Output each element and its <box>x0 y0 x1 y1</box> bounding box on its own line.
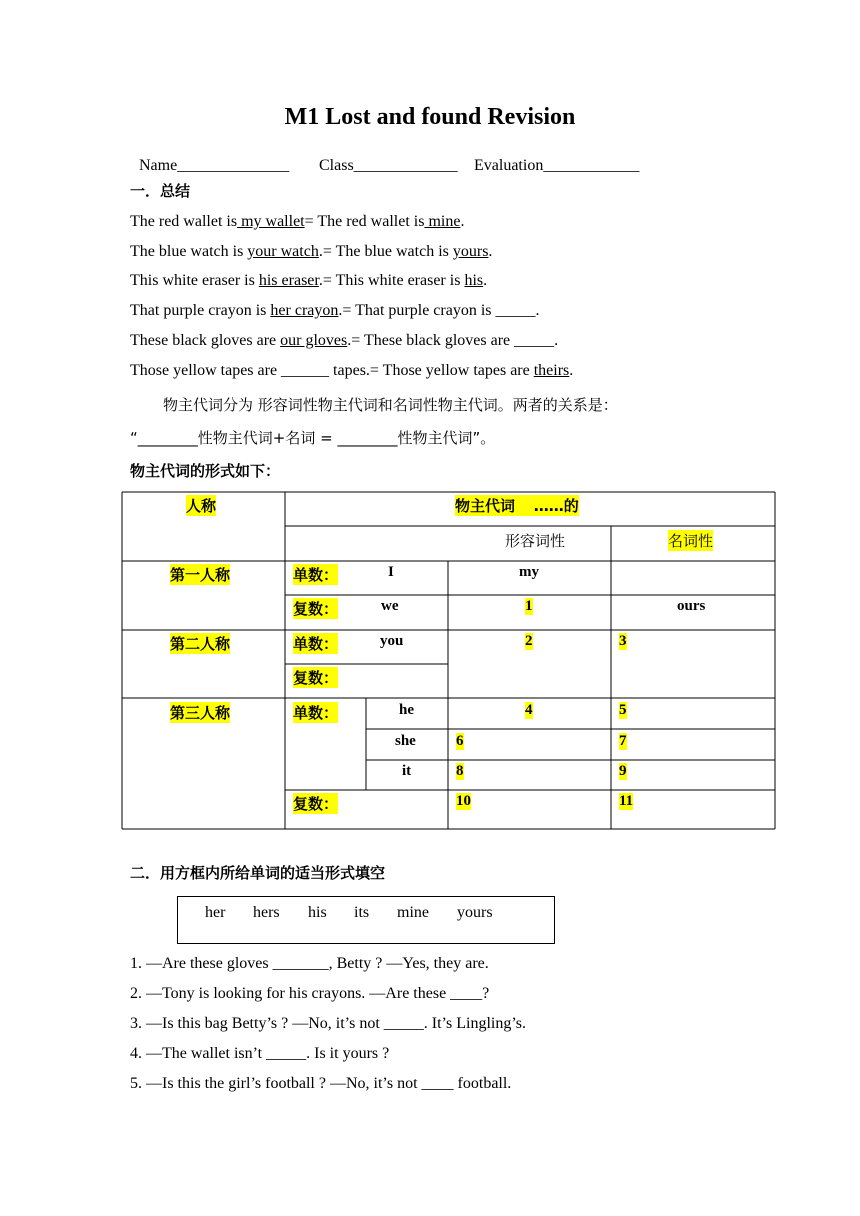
exercise-item-3: 3. —Is this bag Betty’s ? —No, it’s not _____. It’s Lingling’s. <box>130 1015 526 1032</box>
header-possessive: 物主代词 ……的 <box>455 497 579 515</box>
pronoun-he: he <box>399 702 414 718</box>
second-person-label: 第二人称 <box>170 635 231 653</box>
section1-heading: 一．总结 <box>130 182 191 200</box>
exercise-item-4: 4. —The wallet isn’t _____. Is it yours ? <box>130 1045 390 1062</box>
table-caption: 物主代词的形式如下： <box>130 462 281 480</box>
blank-8: 8 <box>456 763 464 779</box>
pronoun-you: you <box>380 633 404 649</box>
pronoun-we: we <box>381 598 399 614</box>
exercise-item-2: 2. —Tony is looking for his crayons. —Are these ____? <box>130 985 490 1002</box>
word-hers: hers <box>253 904 280 921</box>
blank-6: 6 <box>456 733 464 749</box>
class-field: Class_____________ <box>319 157 458 174</box>
blank-10: 10 <box>456 793 471 809</box>
blank-9: 9 <box>619 763 627 779</box>
page-title: M1 Lost and found Revision <box>284 104 576 130</box>
word-mine: mine <box>397 904 429 921</box>
third-plural-label: 复数： <box>293 795 339 813</box>
pronoun-she: she <box>395 733 416 749</box>
section2-heading: 二．用方框内所给单词的适当形式填空 <box>130 864 386 882</box>
first-plural-label: 复数： <box>293 600 339 618</box>
second-singular-label: 单数： <box>293 635 339 653</box>
blank-11: 11 <box>619 793 634 809</box>
exercise-item-1: 1. —Are these gloves _______, Betty ? —Yes, they are. <box>130 955 489 972</box>
sentence-3: This white eraser is his eraser.= This white eraser is his. <box>130 272 488 289</box>
word-yours: yours <box>457 904 493 921</box>
blank-3: 3 <box>619 633 627 649</box>
sentence-5: These black gloves are our gloves.= These black gloves are _____. <box>130 332 559 349</box>
exercise-item-5: 5. —Is this the girl’s football ? —No, it’s not ____ football. <box>130 1075 512 1092</box>
blank-1: 1 <box>525 598 533 614</box>
third-singular-label: 单数： <box>293 704 339 722</box>
pronoun-i: I <box>388 564 394 580</box>
blank-2: 2 <box>525 633 533 649</box>
blank-5: 5 <box>619 702 627 718</box>
pronoun-it: it <box>402 763 412 779</box>
word-its: its <box>354 904 370 921</box>
first-person-label: 第一人称 <box>170 566 231 584</box>
sentence-6: Those yellow tapes are ______ tapes.= Those yellow tapes are theirs. <box>130 362 574 379</box>
word-his: his <box>308 904 327 921</box>
note-line-2: “________性物主代词+名词 = ________性物主代词”。 <box>130 429 496 447</box>
name-field: Name______________ <box>139 157 290 174</box>
first-singular-label: 单数： <box>293 566 339 584</box>
adj-my: my <box>519 564 539 580</box>
noun-ours: ours <box>677 598 706 614</box>
sentence-1: The red wallet is my wallet= The red wallet is mine. <box>130 213 465 230</box>
word-her: her <box>205 904 226 921</box>
sentence-4: That purple crayon is her crayon.= That purple crayon is _____. <box>130 302 540 319</box>
note-line-1: 物主代词分为 形容词性物主代词和名词性物主代词。两者的关系是： <box>163 396 618 414</box>
third-person-label: 第三人称 <box>170 704 231 722</box>
second-plural-label: 复数： <box>293 669 339 687</box>
header-adjective: 形容词性 <box>505 532 566 550</box>
blank-4: 4 <box>525 702 533 718</box>
sentence-2: The blue watch is your watch.= The blue watch is yours. <box>130 243 493 260</box>
header-noun: 名词性 <box>668 532 714 550</box>
header-person: 人称 <box>186 497 217 515</box>
blank-7: 7 <box>619 733 627 749</box>
evaluation-field: Evaluation____________ <box>474 157 640 174</box>
